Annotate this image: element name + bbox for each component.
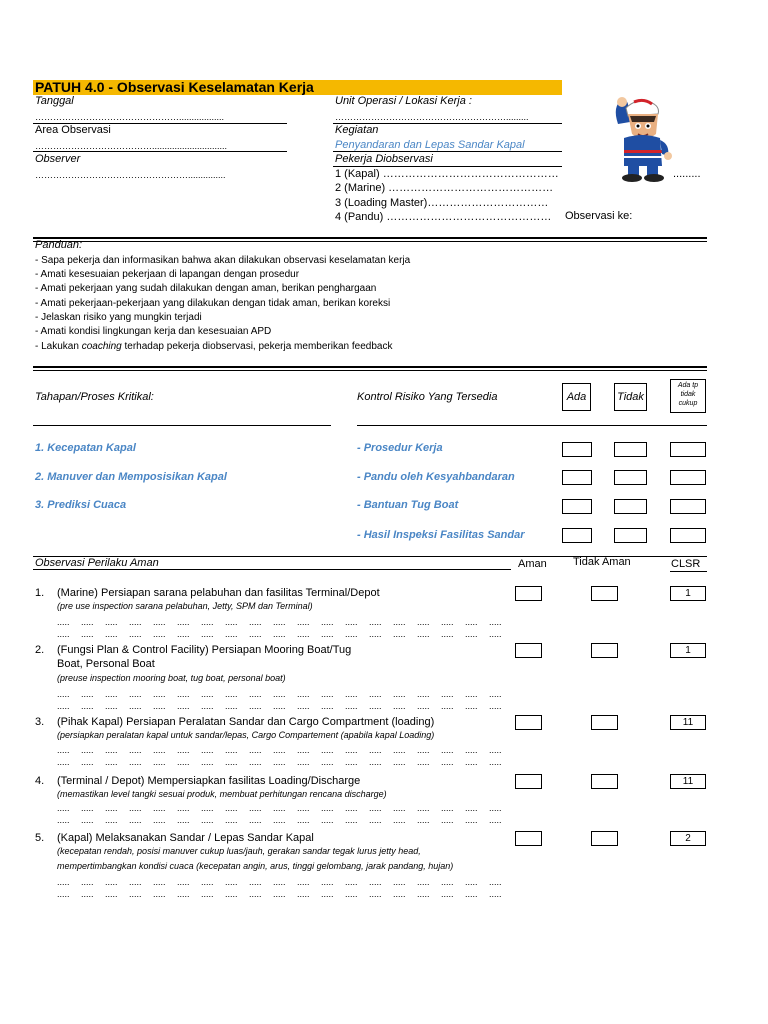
aman-checkbox[interactable]	[515, 586, 542, 601]
tidak-checkbox[interactable]	[614, 442, 647, 457]
ada-tp-checkbox[interactable]	[670, 470, 706, 485]
clsr-box[interactable]: 11	[670, 715, 706, 730]
panduan-last-pre: - Lakukan	[35, 341, 82, 352]
item-text: (Kapal) Melaksanakan Sandar / Lepas Sandar Kapal	[57, 832, 314, 844]
pekerja-3[interactable]: 3 (Loading Master)……………………………	[335, 197, 549, 209]
panduan-item: - Jelaskan risiko yang mungkin terjadi	[35, 312, 202, 323]
panduan-item: - Amati kondisi lingkungan kerja dan kesesuaian APD	[35, 326, 272, 337]
perilaku-label: Observasi Perilaku Aman	[35, 557, 159, 569]
dots-line: ..... ..... ..... ..... ..... ..... ..... ..... ..... ..... ..... ..... ..... ..... ..... ..... ..... ..... .....	[57, 745, 502, 755]
divider	[33, 425, 331, 426]
page-title: PATUH 4.0 - Observasi Keselamatan Kerja	[35, 79, 314, 95]
tanggal-label: Tanggal	[35, 95, 74, 107]
item-text: (Pihak Kapal) Persiapan Peralatan Sandar dan Cargo Compartment (loading)	[57, 716, 435, 728]
area-field[interactable]: …………………………………..............................	[35, 141, 228, 151]
clsr-box[interactable]: 1	[670, 586, 706, 601]
kontrol-item: - Prosedur Kerja	[357, 442, 443, 454]
ada-checkbox[interactable]	[562, 470, 592, 485]
tahapan-label: Tahapan/Proses Kritikal:	[35, 391, 154, 403]
dots-line: ..... ..... ..... ..... ..... ..... ..... ..... ..... ..... ..... ..... ..... ..... ..... ..... ..... ..... .....	[57, 815, 502, 825]
area-label: Area Observasi	[35, 124, 111, 136]
ada-checkbox[interactable]	[562, 499, 592, 514]
item-subtext: (persiapkan peralatan kapal untuk sandar/lepas, Cargo Compartement (apabila kapal Loading)	[57, 730, 435, 740]
pekerja-label: Pekerja Diobservasi	[335, 153, 433, 165]
item-text: (Terminal / Depot) Mempersiapkan fasilitas Loading/Discharge	[57, 775, 361, 787]
divider	[333, 151, 562, 152]
panduan-last-em: coaching	[81, 341, 122, 352]
pekerja-1[interactable]: 1 (Kapal) …………………………………………	[335, 168, 559, 180]
item-text: (Fungsi Plan & Control Facility) Persiapan Mooring Boat/Tug	[57, 644, 352, 656]
divider	[670, 571, 707, 572]
dots-line: ..... ..... ..... ..... ..... ..... ..... ..... ..... ..... ..... ..... ..... ..... ..... ..... ..... ..... .....	[57, 617, 502, 627]
panduan-item: - Amati pekerjaan-pekerjaan yang dilakukan dengan tidak aman, berikan koreksi	[35, 298, 391, 309]
pekerja-2[interactable]: 2 (Marine) ………………………………………	[335, 182, 554, 194]
tanggal-field[interactable]: …………………………………………..................	[35, 112, 225, 122]
item-subtext: (memastikan level tangki sesuai produk, membuat perhitungan rencana discharge)	[57, 789, 387, 799]
divider	[33, 151, 287, 152]
kontrol-item: - Pandu oleh Kesyahbandaran	[357, 471, 515, 483]
panduan-item: - Sapa pekerja dan informasikan bahwa akan dilakukan observasi keselamatan kerja	[35, 255, 411, 266]
tidak-checkbox[interactable]	[614, 499, 647, 514]
tidak-aman-checkbox[interactable]	[591, 715, 618, 730]
item-text-2: Boat, Personal Boat	[57, 658, 155, 670]
kontrol-label: Kontrol Risiko Yang Tersedia	[357, 391, 498, 403]
dots-line: ..... ..... ..... ..... ..... ..... ..... ..... ..... ..... ..... ..... ..... ..... ..... ..... ..... ..... .....	[57, 629, 502, 639]
tidak-aman-header: Tidak Aman	[573, 556, 631, 568]
observasi-ke-field[interactable]: .........	[673, 168, 701, 180]
section-divider	[33, 370, 707, 371]
item-number: 3.	[35, 716, 45, 728]
unit-label: Unit Operasi / Lokasi Kerja :	[335, 95, 472, 107]
proses-item: 1. Kecepatan Kapal	[35, 442, 136, 454]
kegiatan-label: Kegiatan	[335, 124, 379, 136]
kegiatan-value: Penyandaran dan Lepas Sandar Kapal	[335, 139, 525, 151]
observer-label: Observer	[35, 153, 81, 165]
ada-checkbox[interactable]	[562, 528, 592, 543]
panduan-item-last	[35, 341, 392, 352]
ada-tp-checkbox[interactable]	[670, 442, 706, 457]
dots-line: ..... ..... ..... ..... ..... ..... ..... ..... ..... ..... ..... ..... ..... ..... ..... ..... ..... ..... .....	[57, 689, 502, 699]
mascot-icon	[608, 94, 676, 184]
proses-item: 2. Manuver dan Memposisikan Kapal	[35, 471, 227, 483]
item-text: (Marine) Persiapan sarana pelabuhan dan fasilitas Terminal/Depot	[57, 587, 380, 599]
dots-line: ..... ..... ..... ..... ..... ..... ..... ..... ..... ..... ..... ..... ..... ..... ..... ..... ..... ..... .....	[57, 757, 502, 767]
panduan-last-post: terhadap pekerja diobservasi, pekerja memberikan feedback	[121, 341, 393, 352]
aman-header: Aman	[518, 558, 547, 570]
observer-field[interactable]: ……………………………………………...............	[35, 170, 226, 180]
kontrol-item: - Hasil Inspeksi Fasilitas Sandar	[357, 529, 525, 541]
item-number: 2.	[35, 644, 45, 656]
dots-line: ..... ..... ..... ..... ..... ..... ..... ..... ..... ..... ..... ..... ..... ..... ..... ..... ..... ..... .....	[57, 803, 502, 813]
tidak-header: Tidak	[614, 383, 647, 411]
panduan-label: Panduan:	[35, 239, 83, 251]
panduan-item: - Amati pekerjaan yang sudah dilakukan dengan aman, berikan penghargaan	[35, 283, 377, 294]
tidak-aman-checkbox[interactable]	[591, 774, 618, 789]
tidak-checkbox[interactable]	[614, 528, 647, 543]
divider	[357, 425, 707, 426]
tidak-aman-checkbox[interactable]	[591, 643, 618, 658]
section-divider	[33, 241, 707, 242]
dots-line: ..... ..... ..... ..... ..... ..... ..... ..... ..... ..... ..... ..... ..... ..... ..... ..... ..... ..... .....	[57, 877, 502, 887]
aman-checkbox[interactable]	[515, 774, 542, 789]
item-subtext-2: mempertimbangkan kondisi cuaca (kecepatan angin, arus, tinggi gelombang, jarak pandang, hujan)	[57, 861, 454, 871]
dots-line: ..... ..... ..... ..... ..... ..... ..... ..... ..... ..... ..... ..... ..... ..... ..... ..... ..... ..... .....	[57, 701, 502, 711]
kontrol-item: - Bantuan Tug Boat	[357, 499, 459, 511]
ada-tp-header: Ada tp tidak cukup	[670, 379, 706, 413]
clsr-box[interactable]: 1	[670, 643, 706, 658]
aman-checkbox[interactable]	[515, 643, 542, 658]
divider	[333, 166, 562, 167]
tidak-aman-checkbox[interactable]	[591, 586, 618, 601]
ada-tp-checkbox[interactable]	[670, 499, 706, 514]
unit-field[interactable]: ………………………………………………….........	[335, 112, 529, 122]
divider	[33, 569, 511, 570]
dots-line: ..... ..... ..... ..... ..... ..... ..... ..... ..... ..... ..... ..... ..... ..... ..... ..... ..... ..... .....	[57, 889, 502, 899]
clsr-header: CLSR	[671, 558, 701, 570]
item-subtext: (pre use inspection sarana pelabuhan, Jetty, SPM dan Terminal)	[57, 601, 313, 611]
observasi-ke-label: Observasi ke:	[565, 210, 633, 222]
aman-checkbox[interactable]	[515, 831, 542, 846]
item-subtext: (kecepatan rendah, posisi manuver cukup luas/jauh, gerakan sandar tegak lurus jetty head,	[57, 846, 421, 856]
pekerja-4[interactable]: 4 (Pandu) ………………………………………	[335, 211, 552, 223]
item-number: 5.	[35, 832, 45, 844]
section-divider	[33, 366, 707, 368]
tidak-checkbox[interactable]	[614, 470, 647, 485]
tidak-aman-checkbox[interactable]	[591, 831, 618, 846]
clsr-box[interactable]: 11	[670, 774, 706, 789]
aman-checkbox[interactable]	[515, 715, 542, 730]
item-number: 4.	[35, 775, 45, 787]
section-divider	[33, 237, 707, 239]
item-number: 1.	[35, 587, 45, 599]
proses-item: 3. Prediksi Cuaca	[35, 499, 127, 511]
item-subtext: (preuse inspection mooring boat, tug boat, personal boat)	[57, 673, 286, 683]
clsr-box[interactable]: 2	[670, 831, 706, 846]
ada-checkbox[interactable]	[562, 442, 592, 457]
panduan-item: - Amati kesesuaian pekerjaan di lapangan dengan prosedur	[35, 269, 300, 280]
ada-tp-checkbox[interactable]	[670, 528, 706, 543]
ada-header: Ada	[562, 383, 591, 411]
